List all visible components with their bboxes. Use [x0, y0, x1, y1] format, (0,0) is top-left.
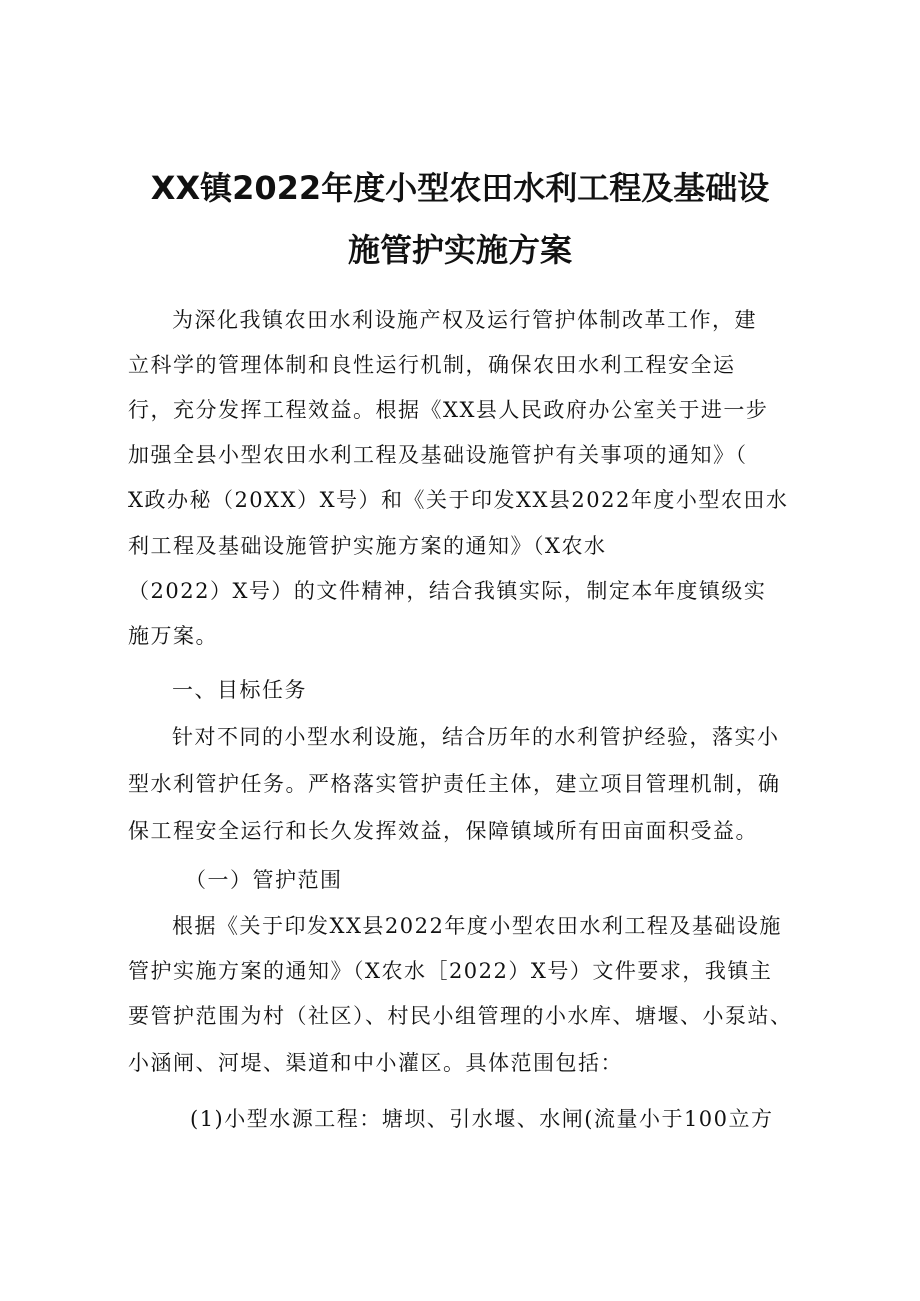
body-line: 管护实施方案的通知》（X农水［2022）X号）文件要求，我镇主 — [128, 959, 773, 983]
body-line: 行，充分发挥工程效益。根据《XX县人民政府办公室关于进一步 — [128, 398, 769, 422]
subsection-heading: （一）管护范围 — [185, 868, 343, 892]
body-line: 要管护范围为村（社区）、村民小组管理的小水库、塘堰、小泵站、 — [128, 1004, 793, 1028]
body-line: 根据《关于印发XX县2022年度小型农田水利工程及基础设施 — [172, 914, 782, 938]
list-item-line: (1)小型水源工程：塘坝、引水堰、水闸(流量小于100立方 — [190, 1107, 774, 1131]
body-line: 加强全县小型农田水利工程及基础设施管护有关事项的通知》（ — [128, 443, 748, 467]
body-line: 立科学的管理体制和良性运行机制，确保农田水利工程安全运 — [128, 353, 736, 377]
document-title-line-1: XX镇2022年度小型农田水利工程及基础设 — [150, 169, 770, 207]
body-line: 针对不同的小型水利设施，结合历年的水利管护经验，落实小 — [172, 725, 780, 749]
body-line: X政办秘（20XX）X号）和《关于印发XX县2022年度小型农田水 — [128, 488, 789, 512]
body-line: （2022）X号）的文件精神，结合我镇实际，制定本年度镇级实 — [128, 579, 767, 603]
section-heading: 一、目标任务 — [172, 678, 307, 702]
body-line: 小涵闸、河堤、渠道和中小灌区。具体范围包括： — [128, 1051, 623, 1075]
body-line: 为深化我镇农田水利设施产权及运行管护体制改革工作，建 — [172, 308, 757, 332]
body-line: 型水利管护任务。严格落实管护责任主体，建立项目管理机制，确 — [128, 772, 781, 796]
body-line: 利工程及基础设施管护实施方案的通知》（X农水 — [128, 534, 607, 558]
body-line: 保工程安全运行和长久发挥效益，保障镇域所有田亩面积受益。 — [128, 819, 758, 843]
document-title-line-2: 施管护实施方案 — [347, 231, 572, 269]
body-line: 施万案。 — [128, 624, 218, 648]
